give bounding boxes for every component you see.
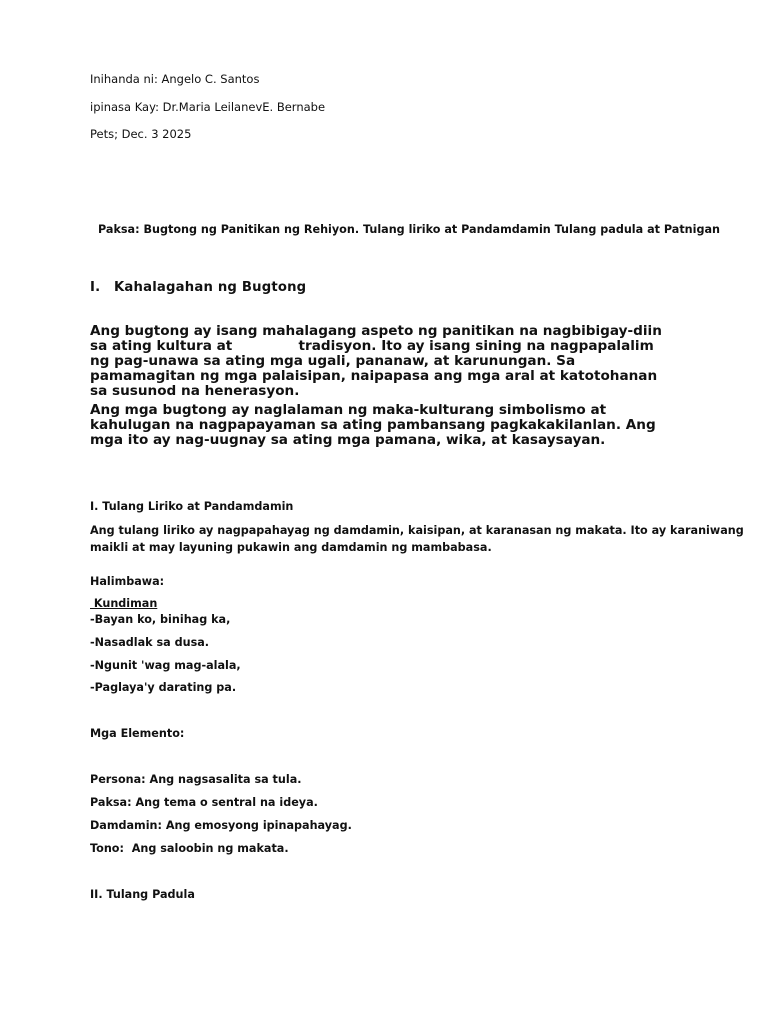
prepared-by-line: Inihanda ni: Angelo C. Santos [90, 72, 260, 86]
example-title: Kundiman [90, 597, 158, 610]
paragraph-line: sa ating kultura at tradisyon. Ito ay isang sining na nagpapalalim [90, 338, 654, 354]
paragraph-line: kahulugan na nagpapayaman sa ating pambansang pagkakakilanlan. Ang [90, 417, 656, 433]
date-line: Pets; Dec. 3 2025 [90, 127, 192, 141]
section-heading-kahalagahan [90, 280, 306, 295]
padula-heading: II. Tulang Padula [90, 888, 195, 901]
element-item: Tono: Ang saloobin ng makata. [90, 842, 289, 855]
elements-label: Mga Elemento: [90, 727, 185, 740]
example-label: Halimbawa: [90, 575, 165, 588]
kahalagahan-paragraph-1 [90, 324, 710, 399]
poem-line: -Ngunit 'wag mag-alala, [90, 659, 241, 672]
paragraph-line: pamamagitan ng mga palaisipan, naipapasa ang mga aral at katotohanan [90, 368, 658, 384]
paragraph-line: ng pag-unawa sa ating mga ugali, pananaw, at karunungan. Sa [90, 353, 576, 369]
paragraph-line: Ang bugtong ay isang mahalagang aspeto ng panitikan na nagbibigay-diin [90, 323, 662, 339]
section-title: Kahalagahan ng Bugtong [114, 280, 307, 295]
paragraph-line: sa susunod na henerasyon. [90, 383, 300, 399]
kahalagahan-paragraph-2 [90, 403, 710, 448]
liriko-heading: I. Tulang Liriko at Pandamdamin [90, 500, 294, 513]
element-item: Persona: Ang nagsasalita sa tula. [90, 773, 302, 786]
topic-line: Paksa: Bugtong ng Panitikan ng Rehiyon. Tulang liriko at Pandamdamin Tulang padula at Patnigan [98, 223, 720, 236]
paragraph-line: Ang tulang liriko ay nagpapahayag ng damdamin, kaisipan, at karanasan ng makata. Ito ay karaniwang [90, 524, 744, 537]
element-item: Damdamin: Ang emosyong ipinapahayag. [90, 819, 352, 832]
section-number: I. [90, 280, 101, 295]
poem-line: -Paglaya'y darating pa. [90, 681, 237, 694]
submitted-to-line: ipinasa Kay: Dr.Maria LeilanevE. Bernabe [90, 100, 326, 114]
element-item: Paksa: Ang tema o sentral na ideya. [90, 796, 318, 809]
poem-line: -Nasadlak sa dusa. [90, 636, 210, 649]
liriko-description [90, 522, 744, 556]
poem-line: -Bayan ko, binihag ka, [90, 613, 231, 626]
paragraph-line: maikli at may layuning pukawin ang damdamin ng mambabasa. [90, 541, 492, 554]
paragraph-line: mga ito ay nag-uugnay sa ating mga pamana, wika, at kasaysayan. [90, 432, 606, 448]
paragraph-line: Ang mga bugtong ay naglalaman ng maka-kulturang simbolismo at [90, 402, 607, 418]
